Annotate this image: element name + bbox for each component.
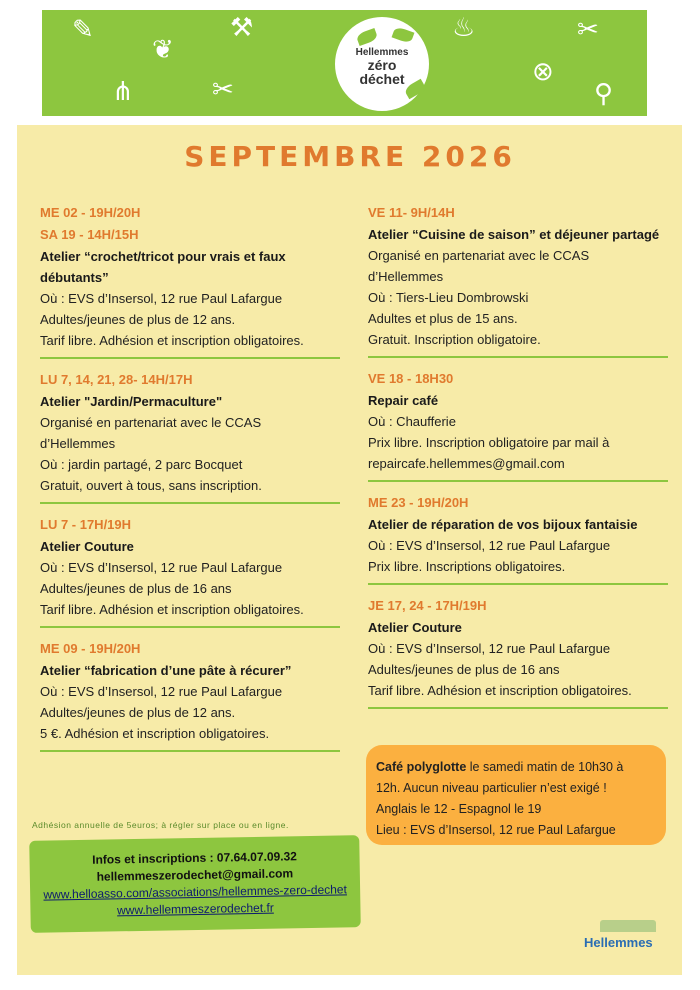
event-detail: Où : jardin partagé, 2 parc Bocquet [40,457,243,472]
event-block [368,595,668,709]
event-detail: Adultes/jeunes de plus de 12 ans. [40,705,236,720]
event-detail: Où : EVS d’Insersol, 12 rue Paul Lafargue [368,641,611,656]
cafe-line-4: Lieu : EVS d’Insersol, 12 rue Paul Lafargue [376,823,616,837]
event-detail: d’Hellemmes [40,436,116,451]
logo-line-1: Hellemmes [355,47,409,58]
event-block [368,368,668,482]
watering-can-icon: ♨ [452,12,476,42]
event-detail: 5 €. Adhésion et inscription obligatoires. [40,726,270,741]
event-title: Atelier “fabrication d’une pâte à récurer” [40,663,292,678]
adhesion-note: Adhésion annuelle de 5euros; à régler sur place ou en ligne. [32,820,289,830]
event-detail: repaircafe.hellemmes@gmail.com [368,456,565,471]
event-date: VE 11- 9H/14H [368,205,455,220]
event-detail: Tarif libre. Adhésion et inscription obligatoires. [40,333,304,348]
event-date: LU 7 - 17H/19H [40,517,132,532]
event-detail: Tarif libre. Adhésion et inscription obligatoires. [40,602,304,617]
event-date: VE 18 - 18H30 [368,371,454,386]
brand-logo [332,14,432,114]
event-date: ME 23 - 19H/20H [368,495,469,510]
event-detail: d’Hellemmes [368,269,444,284]
event-block [40,202,340,359]
infos-phone: Infos et inscriptions : 07.64.07.09.32 [92,849,298,867]
town-skyline-icon [600,920,656,932]
event-detail: Où : Tiers-Lieu Dombrowski [368,290,529,305]
event-block [40,514,340,628]
event-detail: Adultes/jeunes de plus de 12 ans. [40,312,236,327]
logo-line-2: zéro [367,57,397,73]
infos-email[interactable]: hellemmeszerodechet@gmail.com [96,866,294,884]
event-detail: Prix libre. Inscriptions obligatoires. [368,559,566,574]
spoon-icon: ⚲ [594,78,614,108]
cafe-line-3: Anglais le 12 - Espagnol le 19 [376,802,542,816]
page-title: SEPTEMBRE 2026 [184,140,516,173]
infos-helloasso-link[interactable]: www.helloasso.com/associations/hellemmes-zero-dechet [43,882,347,902]
event-title: Atelier Couture [40,539,134,554]
event-detail: Adultes/jeunes de plus de 16 ans [368,662,560,677]
fork-icon: ⋔ [112,76,134,106]
event-title: Repair café [368,393,439,408]
event-detail: Tarif libre. Adhésion et inscription obligatoires. [368,683,632,698]
event-title: Atelier “crochet/tricot pour vrais et faux débutants” [40,249,286,285]
bird-icon: ❦ [152,34,174,64]
event-title: Atelier Couture [368,620,462,635]
event-detail: Adultes/jeunes de plus de 16 ans [40,581,232,596]
event-date: ME 09 - 19H/20H [40,641,141,656]
event-detail: Où : EVS d’Insersol, 12 rue Paul Lafargue [368,538,611,553]
event-block [368,492,668,585]
infos-website-link[interactable]: www.hellemmeszerodechet.fr [116,900,274,918]
event-detail: Gratuit. Inscription obligatoire. [368,332,541,347]
left-column [40,202,340,762]
header-banner [42,10,647,116]
shovel-icon: ⚒ [230,12,254,42]
event-detail: Où : EVS d’Insersol, 12 rue Paul Lafargue [40,684,283,699]
logo-line-3: déchet [359,71,405,87]
event-block [40,638,340,752]
infos-box [29,835,361,933]
event-date: SA 19 - 14H/15H [40,227,139,242]
event-detail: Gratuit, ouvert à tous, sans inscription. [40,478,262,493]
event-detail: Où : EVS d’Insersol, 12 rue Paul Lafargue [40,291,283,306]
event-date: LU 7, 14, 21, 28- 14H/17H [40,372,193,387]
cafe-polyglotte-box [366,745,666,845]
cafe-line-2: 12h. Aucun niveau particulier n’est exigé ! [376,781,607,795]
cafe-line-1: le samedi matin de 10h30 à [466,760,624,774]
event-detail: Organisé en partenariat avec le CCAS [40,415,262,430]
spool-icon: ⊗ [532,56,554,86]
event-title: Atelier de réparation de vos bijoux fantaisie [368,517,638,532]
event-title: Atelier "Jardin/Permaculture" [40,394,223,409]
event-detail: Où : Chaufferie [368,414,456,429]
event-block [368,202,668,358]
event-detail: Où : EVS d’Insersol, 12 rue Paul Lafargue [40,560,283,575]
event-date: ME 02 - 19H/20H [40,205,141,220]
event-date: JE 17, 24 - 17H/19H [368,598,487,613]
needle-icon: ✂ [212,74,234,104]
event-block [40,369,340,504]
sponsor-logo: Hellemmes [584,935,653,950]
event-detail: Prix libre. Inscription obligatoire par mail à [368,435,610,450]
event-detail: Organisé en partenariat avec le CCAS [368,248,590,263]
whisk-icon: ✎ [72,14,94,44]
pliers-icon: ✂ [577,14,599,44]
cafe-title: Café polyglotte [376,760,467,774]
right-column [368,202,668,719]
event-title: Atelier “Cuisine de saison” et déjeuner partagé [368,227,660,242]
event-detail: Adultes et plus de 15 ans. [368,311,518,326]
